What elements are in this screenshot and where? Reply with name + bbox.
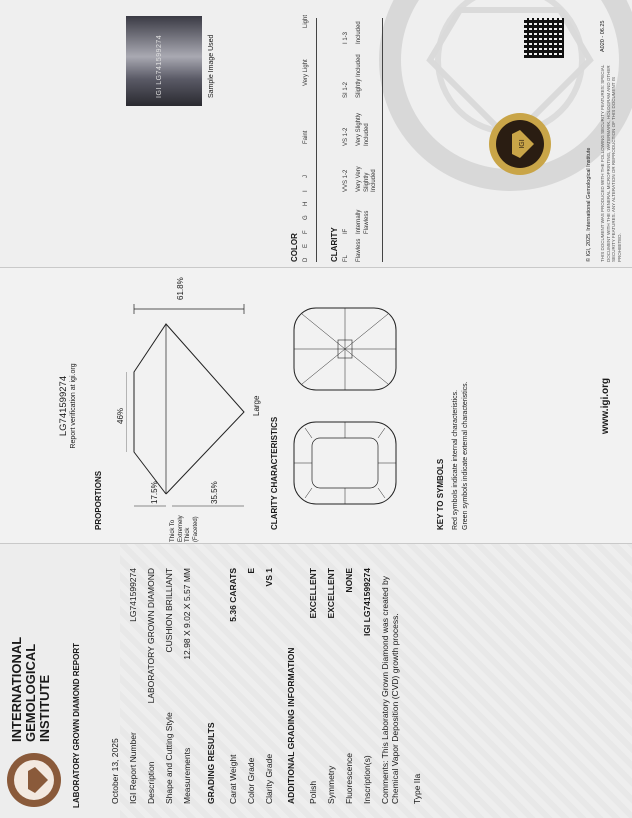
color-grade: G bbox=[303, 215, 309, 220]
copyright-text: © IGI, 2025. International Gemological Institute bbox=[586, 147, 592, 262]
report-number-heading: LG741599274 bbox=[58, 375, 69, 437]
report-date: October 13, 2025 bbox=[110, 738, 120, 804]
grade-label: Carat Weight bbox=[228, 754, 238, 804]
detail-value: LG741599274 bbox=[128, 568, 138, 622]
website-link[interactable]: www.igi.org bbox=[600, 377, 611, 435]
key-external-line: Green symbols indicate external characteristics. bbox=[462, 381, 469, 530]
grade-label: Color Grade bbox=[246, 757, 256, 804]
clarity-characteristics-heading: CLARITY CHARACTERISTICS bbox=[270, 416, 279, 530]
clarity-grade: VVS 1-2 bbox=[343, 169, 349, 192]
detail-value: LABORATORY GROWN DIAMOND bbox=[146, 568, 156, 704]
clarity-plot-crown bbox=[290, 418, 400, 508]
qr-code-icon[interactable] bbox=[524, 18, 564, 58]
clarity-grade: VS 1-2 bbox=[343, 127, 349, 146]
form-code: A020 - 06.25 bbox=[600, 20, 606, 52]
verification-text: Report verification at igi.org bbox=[70, 363, 77, 449]
key-internal-line: Red symbols indicate internal characteristics. bbox=[452, 389, 459, 530]
additional-grading-heading: ADDITIONAL GRADING INFORMATION bbox=[286, 647, 296, 804]
top-panel bbox=[0, 0, 632, 268]
depth-percent: 61.8% bbox=[176, 277, 185, 300]
detail-label: IGI Report Number bbox=[128, 732, 138, 804]
clarity-grade: IF bbox=[343, 228, 349, 234]
institute-line: INTERNATIONAL bbox=[9, 636, 24, 742]
color-grade: F bbox=[303, 230, 309, 234]
additional-label: Symmetry bbox=[326, 765, 336, 804]
clarity-grade: FL bbox=[343, 254, 349, 262]
key-to-symbols-heading: KEY TO SYMBOLS bbox=[436, 458, 445, 530]
sample-image-caption: Sample Image Used bbox=[208, 34, 215, 98]
color-scale-rule bbox=[316, 18, 317, 262]
color-band: Very Light bbox=[303, 59, 309, 86]
color-scale-grades bbox=[303, 14, 313, 262]
additional-value: NONE bbox=[344, 568, 354, 593]
clarity-scale-rule bbox=[382, 18, 383, 262]
additional-value: IGI LG741599274 bbox=[362, 568, 372, 637]
institute-line: INSTITUTE bbox=[37, 674, 52, 742]
clarity-band: Very Very Slightly Included bbox=[356, 166, 377, 192]
igi-logo-icon bbox=[6, 752, 62, 808]
detail-label: Shape and Cutting Style bbox=[164, 712, 174, 804]
clarity-band: Included bbox=[356, 21, 362, 44]
grade-value: VS 1 bbox=[264, 568, 274, 587]
girdle-label: Thick To Extremely Thick (Faceted) bbox=[170, 515, 199, 542]
clarity-scale-grades bbox=[343, 22, 353, 262]
proportions-diagram bbox=[126, 274, 246, 514]
diamond-type: Type IIa bbox=[412, 773, 422, 804]
clarity-band: Very Slightly Included bbox=[356, 112, 370, 146]
security-disclaimer: THIS DOCUMENT WAS PRODUCED WITH THE FOLLOWING SECURITY FEATURES: SPECIAL DOCUMENT WITH THE GENERAL MICROPRINTING, WATERMARK, HOLOGRAM AND OTHER SECURITY FEATURES. ANY ALTERATION OR REPRODUCTION OF THIS DOCUMENT IS PROHIBITED. bbox=[600, 64, 622, 262]
color-band: Faint bbox=[303, 130, 309, 144]
culet-label: Large bbox=[252, 395, 261, 416]
clarity-band: Internally Flawless bbox=[356, 209, 370, 234]
comments-text: Comments: This Laboratory Grown Diamond was created by Chemical Vapor Deposition (CVD) growth process. bbox=[380, 575, 400, 804]
grade-label: Clarity Grade bbox=[264, 753, 274, 804]
detail-value: CUSHION BRILLIANT bbox=[164, 568, 174, 653]
clarity-scale-bands bbox=[356, 18, 378, 262]
additional-value: EXCELLENT bbox=[308, 568, 318, 619]
details-block bbox=[110, 568, 510, 804]
clarity-scale-heading: CLARITY bbox=[330, 227, 339, 262]
detail-label: Description bbox=[146, 761, 156, 804]
color-band: Light bbox=[303, 14, 309, 28]
grading-results-heading: GRADING RESULTS bbox=[206, 722, 216, 804]
clarity-band: Flawless bbox=[356, 238, 362, 262]
grade-value: E bbox=[246, 568, 256, 574]
middle-panel bbox=[0, 268, 632, 544]
color-grade: H bbox=[303, 201, 309, 206]
color-grade: J bbox=[303, 175, 309, 178]
additional-label: Inscription(s) bbox=[362, 755, 372, 804]
color-grade: E bbox=[303, 243, 309, 248]
pavilion-percent: 35.5% bbox=[210, 481, 219, 504]
institute-line: GEMOLOGICAL bbox=[23, 643, 38, 742]
igi-seal-icon bbox=[488, 112, 552, 176]
svg-text:IGI: IGI bbox=[519, 139, 526, 149]
grade-value: 5.36 CARATS bbox=[228, 568, 238, 622]
crown-percent: 17.5% bbox=[150, 481, 159, 504]
color-scale-heading: COLOR bbox=[290, 233, 299, 262]
detail-label: Measurements bbox=[182, 747, 192, 804]
clarity-plot-pavilion bbox=[290, 304, 400, 394]
institute-name bbox=[10, 637, 52, 742]
bottom-panel bbox=[0, 544, 632, 818]
sample-image bbox=[126, 16, 202, 106]
sample-inscription: IGI LG741599274 bbox=[156, 34, 163, 98]
clarity-grade: SI 1-2 bbox=[343, 81, 349, 98]
clarity-grade: I 1-3 bbox=[343, 31, 349, 44]
table-percent: 46% bbox=[116, 407, 125, 424]
proportions-heading: PROPORTIONS bbox=[94, 470, 103, 530]
color-grade: D bbox=[303, 257, 309, 262]
additional-value: EXCELLENT bbox=[326, 568, 336, 619]
clarity-band: Slightly Included bbox=[356, 54, 362, 98]
report-title: LABORATORY GROWN DIAMOND REPORT bbox=[72, 642, 81, 808]
additional-label: Polish bbox=[308, 780, 318, 804]
detail-value: 12.98 X 9.02 X 5.57 MM bbox=[182, 568, 192, 660]
color-grade: I bbox=[303, 190, 309, 192]
additional-label: Fluorescence bbox=[344, 752, 354, 804]
